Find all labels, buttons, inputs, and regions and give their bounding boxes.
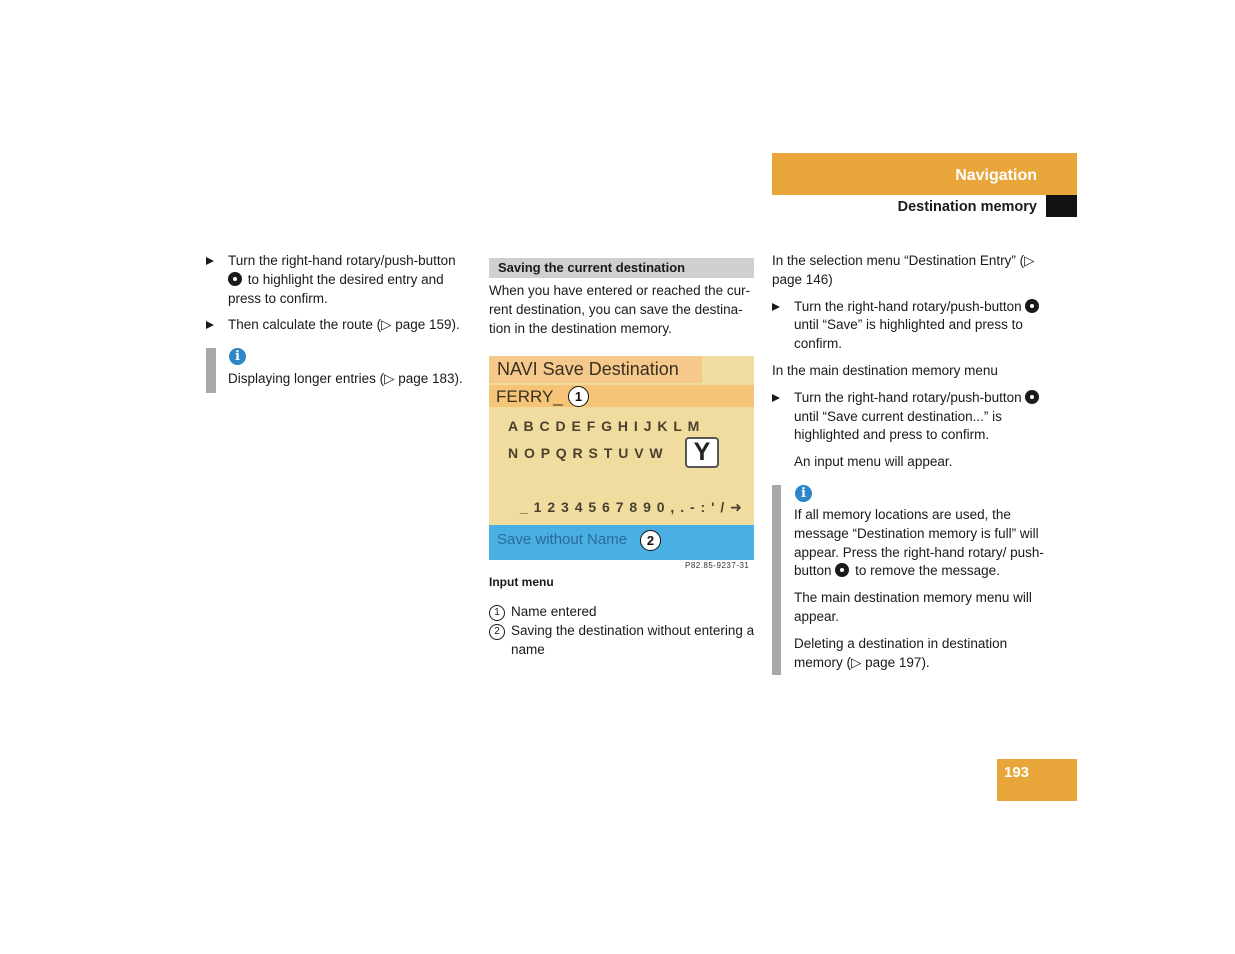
- callout-1: 1: [568, 386, 589, 407]
- info-main-menu: The main destination memory menu will appear.: [794, 590, 1032, 624]
- rotary-knob-icon: [228, 272, 242, 286]
- entry-field[interactable]: FERRY_: [496, 387, 563, 406]
- bullet-calculate-route: Then calculate the route (▷ page 159).: [206, 316, 474, 335]
- section-heading: Saving the current destination: [498, 260, 686, 275]
- subsection-title: Destination memory: [897, 199, 1037, 215]
- screen-title: NAVI Save Destination: [497, 359, 679, 379]
- info-deleting: Deleting a destination in destination memory (▷ page 197).: [794, 635, 1008, 670]
- bullet-save-current: Turn the right-hand rotary/push-button until “Save current destination...” is highlighted and press to confirm.: [772, 389, 1047, 445]
- keyboard-row-3[interactable]: _ 1 2 3 4 5 6 7 8 9 0 , . - : ' / ➜: [520, 499, 743, 515]
- bullet-arrow-icon: [206, 321, 214, 329]
- main-menu-intro: In the main destination memory menu: [772, 362, 998, 378]
- figure-legend: [489, 603, 755, 659]
- column-3: [772, 252, 1047, 472]
- figure-caption: Input menu: [489, 575, 554, 589]
- bullet-save: Turn the right-hand rotary/push-button until “Save” is highlighted and press to confirm.: [772, 298, 1047, 354]
- bullet-arrow-icon: [772, 394, 780, 402]
- callout-2: 2: [640, 530, 661, 551]
- legend-item-2: 2 Saving the destination without entering a name: [489, 622, 755, 660]
- info-sidebar-bar: [772, 485, 781, 675]
- info-icon: i: [795, 485, 812, 502]
- save-without-name-option[interactable]: Save without Name: [497, 531, 628, 548]
- rotary-knob-icon: [835, 563, 849, 577]
- info-icon: i: [229, 348, 246, 365]
- column-1: [206, 252, 474, 335]
- bullet-arrow-icon: [772, 303, 780, 311]
- legend-item-1: 1 Name entered: [489, 603, 755, 622]
- selected-letter[interactable]: Y: [685, 437, 719, 468]
- section-title: Navigation: [955, 167, 1037, 184]
- info-sidebar-bar: [206, 348, 216, 393]
- page-number: 193: [1004, 764, 1030, 781]
- selection-menu-intro: In the selection menu “Destination Entry” (▷ page 146): [772, 253, 1035, 287]
- info-content: [794, 506, 1048, 672]
- result-text: An input menu will appear.: [794, 454, 953, 470]
- info-text: Displaying longer entries (▷ page 183).: [228, 371, 463, 386]
- info-memory-full: If all memory locations are used, the message “Destination memory is full” will appear. Press the right-hand rotary/ push-button to remove the message.: [794, 507, 1044, 579]
- info-box-memory-full: [772, 485, 1052, 675]
- bullet-turn-knob: Turn the right-hand rotary/push-button to highlight the desired entry and press to confirm.: [206, 252, 474, 308]
- legend-number-1: 1: [489, 605, 505, 621]
- info-box-longer-entries: [206, 348, 474, 393]
- bullet-arrow-icon: [206, 257, 214, 265]
- figure-code: P82.85-9237-31: [685, 561, 750, 570]
- rotary-knob-icon: [1025, 390, 1039, 404]
- navi-screen: [489, 356, 754, 560]
- rotary-knob-icon: [1025, 299, 1039, 313]
- subsection-marker: [1046, 195, 1077, 217]
- legend-number-2: 2: [489, 624, 505, 640]
- keyboard-row-1[interactable]: A B C D E F G H I J K L M: [508, 418, 701, 434]
- section-intro: When you have entered or reached the cur-rent destination, you can save the destina-tion in the destination memory.: [489, 283, 751, 336]
- keyboard-row-2[interactable]: N O P Q R S T U V W: [508, 445, 664, 461]
